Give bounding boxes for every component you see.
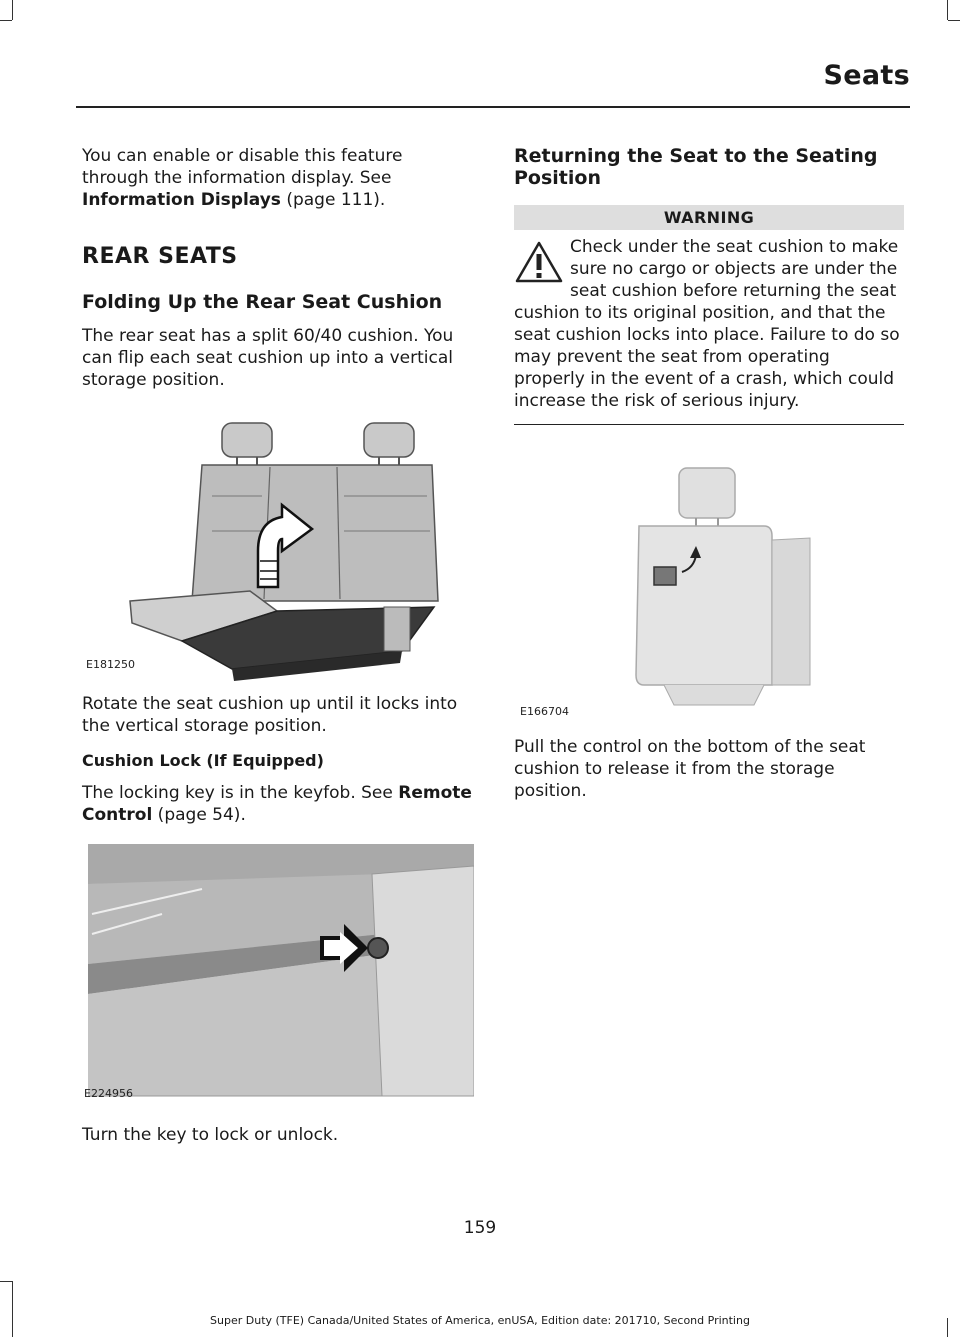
cushion-lock-illustration: [82, 844, 474, 1104]
warning-rule: [514, 424, 904, 425]
seat-control-illustration: [514, 460, 814, 720]
subsection-heading: Folding Up the Rear Seat Cushion: [82, 291, 443, 313]
cross-reference-link[interactable]: Information Displays: [82, 190, 281, 210]
paragraph: Turn the key to lock or unlock.: [82, 1125, 339, 1145]
warning-text: Check under the seat cushion to make sure no cargo or objects are under the seat cushion before returning the seat cushion to its original position, and that the seat cushion locks into place. Failure to do so may prevent the seat from operating properly in the event of a crash, which could increase the risk of serious injury.: [514, 237, 900, 411]
paragraph: [82, 145, 452, 211]
seat-control-figure: [514, 460, 814, 720]
figure-code: E181250: [86, 658, 135, 671]
page-number: 159: [463, 1218, 497, 1238]
paragraph: Pull the control on the bottom of the seat cushion to release it from the storage position.: [514, 737, 866, 801]
crop-mark: [947, 0, 948, 20]
paragraph: [82, 782, 472, 826]
section-heading: REAR SEATS: [82, 244, 238, 269]
page-title: Seats: [823, 60, 910, 91]
crop-mark: [12, 1281, 13, 1337]
right-column: [514, 145, 904, 802]
crop-mark: [0, 20, 12, 21]
paragraph: Rotate the seat cushion up until it locks into the vertical storage position.: [82, 694, 458, 736]
warning-title: WARNING: [514, 205, 904, 230]
crop-mark: [948, 20, 960, 21]
header-rule: [76, 106, 910, 108]
paragraph-text: The locking key is in the keyfob. See: [82, 783, 393, 803]
page-reference: (page 111).: [280, 190, 386, 210]
paragraph: The rear seat has a split 60/40 cushion. You can flip each seat cushion up into a vertical storage position.: [82, 326, 454, 390]
subsection-heading: Returning the Seat to the Seating Position: [514, 145, 878, 189]
warning-triangle-icon: [514, 240, 564, 284]
crop-mark: [0, 1281, 12, 1282]
page-reference: (page 54).: [152, 805, 246, 825]
rear-seat-illustration: [82, 401, 472, 681]
cross-reference-link[interactable]: Remote Control: [82, 783, 472, 825]
warning-box: [514, 236, 904, 412]
rear-seat-figure: [82, 401, 472, 681]
figure-code: E166704: [520, 705, 569, 718]
subsection-heading: Cushion Lock (If Equipped): [82, 751, 324, 770]
left-column: [82, 145, 472, 1146]
figure-code: E224956: [84, 1087, 133, 1100]
crop-mark: [12, 0, 13, 20]
footer-text: Super Duty (TFE) Canada/United States of America, enUSA, Edition date: 201710, Second Printing: [210, 1314, 750, 1327]
cushion-lock-figure: [82, 844, 474, 1104]
paragraph-text: You can enable or disable this feature through the information display. See: [82, 146, 403, 188]
